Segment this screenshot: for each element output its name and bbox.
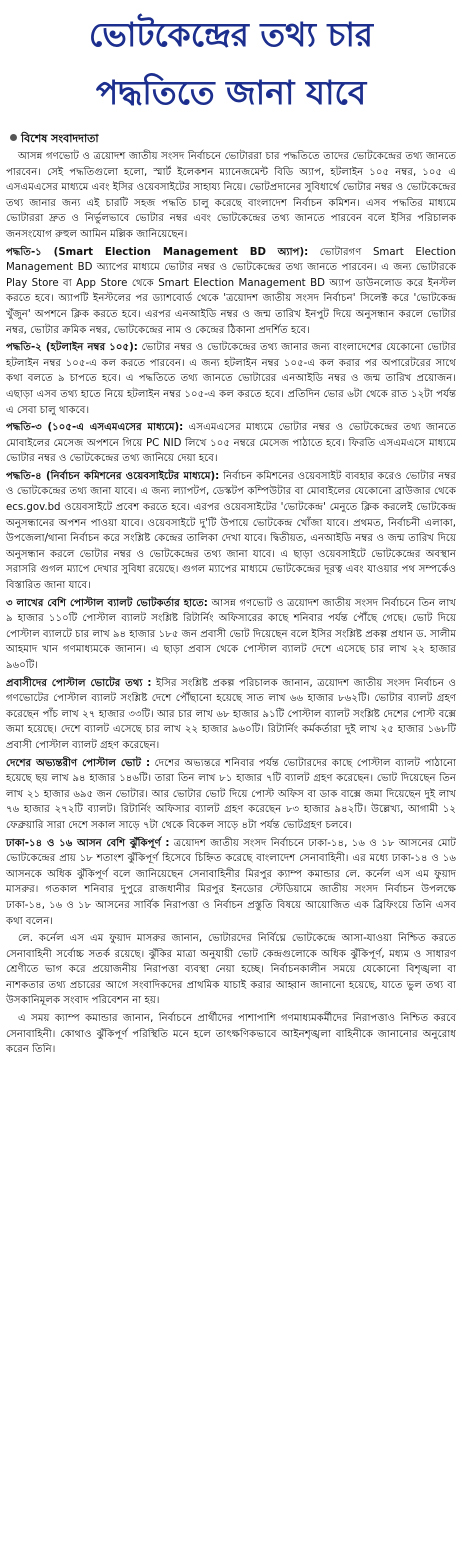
paragraph-lead: পদ্ধতি-৩ (১০৫-এ এসএমএসের মাধ্যমে): [6,422,184,434]
paragraph-intro [6,149,456,243]
paragraph-postal-ballots [6,596,456,674]
paragraph-lead: ঢাকা-১৪ ও ১৬ আসন বেশি ঝুঁকিপূর্ণ : [6,837,170,849]
paragraph-text: আসন্ন গণভোট ও ত্রয়োদশ জাতীয় সংসদ নির্বাচনে ভোটাররা চার পদ্ধতিতে তাদের ভোটকেন্দ্রের তথ্য জানতে পারবেন। সেই পদ্ধতিগুলো হলো, স্মার্ট ইলেকশন ম্যানেজমেন্ট বিডি অ্যাপ, হটলাইন ১০৫ নম্বর, ১০৫ এ এসএমএসের মাধ্যমে এবং ইসির ওয়েবসাইটের সাহায্য নিয়ে। ভোটপ্রদানের সুবিধার্থে ভোটার নম্বর ও ভোটকেন্দ্রের তথ্য জানার জন্য এই চারটি সহজ পদ্ধতি চালু করেছে বাংলাদেশ নির্বাচন কমিশন। এসব পদ্ধতির মাধ্যমে ভোটাররা দ্রুত ও নির্ভুলভাবে ভোটার নম্বর এবং ভোটকেন্দ্রের তথ্য জানতে পারবেন বলে ইসির পরিচালক জনসংযোগ রুহুল আমিন মল্লিক জানিয়েছেন। [6,151,456,240]
paragraph-text: লে. কর্নেল এস এম ফুয়াদ মাসরুর জানান, ভোটারদের নির্বিঘ্নে ভোটকেন্দ্রে আসা-যাওয়া নিশ্চিত করতে সেনাবাহিনী সর্বোচ্চ সতর্ক রয়েছে। ঝুঁকির মাত্রা অনুযায়ী ভোট কেন্দ্রগুলোকে অধিক ঝুঁকিপূর্ণ, মধ্যম ও সাধারণ শ্রেণীতে ভাগ করে প্রয়োজনীয় নিরাপত্তা ব্যবস্থা নেয়া হচ্ছে। নির্বাচনকালীন সময়ে যেকোনো বিশৃঙ্খলা বা নাশকতার তথ্য প্রচারের আগে সংবাদিকদের প্রাথমিক যাচাই করার আহ্বান জানানো হয়েছে, যাতে ভুল তথ্য বা উসকানিমূলক সংবাদ পরিবেশন না হয়। [6,933,456,1007]
paragraph-method-3 [6,420,456,467]
paragraph-text: ইসির সংশ্লিষ্ট প্রকল্প পরিচালক জানান, ত্রয়োদশ জাতীয় সংসদ নির্বাচন ও গণভোটের পোস্টাল ব্যালট সংশ্লিষ্ট দেশে পৌঁছানো হয়েছে সাত লাখ ৬৬ হাজার ৮৬২টি। ভোটার ব্যালট গ্রহণ করেছেন পাঁচ লাখ ২৭ হাজার ৩৩টি। আর চার লাখ ৬৮ হাজার ৯১টি পোস্টাল ব্যালট সংশ্লিষ্ট দেশের পোস্ট বক্সে জমা হয়েছে। দেশে ব্যালট এসেছে চার লাখ ২২ হাজার ৯৬০টি। রিটার্নিং কর্মকর্তারা দুই লাখ ২৫ হাজার ১৬৮টি প্রবাসী পোস্টাল ব্যালট গ্রহণ করেছেন। [6,677,456,751]
headline-line-1: ভোটকেন্দ্রের তথ্য চার [88,15,374,54]
paragraph-lead: পদ্ধতি-১ (Smart Election Management BD অ্যাপ): [6,246,309,258]
paragraph-expat-postal [6,676,456,754]
paragraph-lead: ৩ লাখের বেশি পোস্টাল ব্যালট ভোটকর্তার হাতে: [6,597,208,609]
paragraph-lead: দেশের অভ্যন্তরীণ পোস্টাল ভোট : [6,757,151,769]
byline [10,132,456,146]
paragraph-text: ত্রয়োদশ জাতীয় সংসদ নির্বাচনে ঢাকা-১৪, ১৬ ও ১৮ আসনের মোট ভোটকেন্দ্রের প্রায় ১৮ শতাংশ ঝুঁকিপূর্ণ হিসেবে চিহ্নিত করেছে বাংলাদেশ সেনাবাহিনী। এর মধ্যে ঢাকা-১৪ ও ১৬ আসনকে অধিক ঝুঁকিপূর্ণ বলে জানিয়েছেন সেনাবাহিনীর মিরপুর ক্যাম্প কমান্ডার লে. কর্নেল এস এম ফুয়াদ মাসরুর। গতকাল শনিবার দুপুরে রাজধানীর মিরপুর ইনডোর স্টেডিয়ামে জাতীয় সংসদ নির্বাচন উপলক্ষে ঢাকা-১৪, ১৬ ও ১৮ আসনের সার্বিক নিরাপত্তা ও নির্বাচন প্রস্তুতি বিষয়ে আয়োজিত এক ব্রিফিংয়ে তিনি এসব কথা বলেন। [6,837,456,927]
paragraph-text: নির্বাচন কমিশনের ওয়েবসাইট ব্যবহার করেও ভোটার নম্বর ও ভোটকেন্দ্রের তথ্য জানা যাবে। এ জন্য ল্যাপটপ, ডেস্কটপ কম্পিউটার বা মোবাইলের যেকোনো ব্রাউজার থেকে ecs.gov.bd ওয়েবসাইটে প্রবেশ করতে হবে। এরপর ওয়েবসাইটের 'ভোটকেন্দ্র' মেনুতে ক্লিক করলেই ভোটকেন্দ্র অনুসন্ধানের অপশন পাওয়া যাবে। ওয়েবসাইটে দু'টি উপায়ে ভোটকেন্দ্র খোঁজা যাবে। প্রথমত, নির্বাচনী এলাকা, উপজেলা/থানা নির্বাচন করে সংশ্লিষ্ট কেন্দ্রের তালিকা দেখা যাবে। দ্বিতীয়ত, এনআইডি নম্বর ও জন্ম তারিখ দিয়ে অনুসন্ধান করলে ভোটার নম্বর ও ভোটকেন্দ্রের তথ্য জানা যাবে। এ ছাড়া ওয়েবসাইটে ভোটকেন্দ্রের অবস্থান সরাসরি গুগল ম্যাপে দেখার সুবিধা রয়েছে। গুগল ম্যাপের মাধ্যমে ভোটকেন্দ্রের দূরত্ব এবং যাওয়ার পথ সম্পর্কেও বিস্তারিত জানা যাবে। [6,470,456,592]
paragraph-text: ভোটার নম্বর ও ভোটকেন্দ্রের তথ্য জানার জন্য বাংলাদেশের যেকোনো ভোটার হটলাইন নম্বর ১০৫-এ কল করতে পারবেন। এ জন্য হটলাইন নম্বর ১০৫-এ কল করার পর অপারেটরের সাথে কথা বলতে ৯ চাপতে হবে। এ পদ্ধতিতে তথ্য জানতে ভোটারের এনআইডি নম্বর ও জন্ম তারিখ প্রয়োজন। এছাড়া এসব তথ্য হাতে নিয়ে হটলাইন নম্বর ১০৫-এ কল করতে হবে। প্রতিদিন ভোর ৬টা থেকে রাত ১২টা পর্যন্ত এ সেবা চালু থাকবে। [6,342,456,416]
paragraph-lead: প্রবাসীদের পোস্টাল ভোটের তথ্য : [6,677,152,689]
paragraph-method-2 [6,340,456,418]
paragraph-text: এ সময় ক্যাম্প কমান্ডার জানান, নির্বাচনে প্রার্থীদের পাশাপাশি গণমাধ্যমকর্মীদের নিরাপত্তাও নিশ্চিত করবে সেনাবাহিনী। কোথাও ঝুঁকিপূর্ণ পরিস্থিতি মনে হলে তাৎক্ষণিকভাবে আইনশৃঙ্খলা বাহিনীকে জানানোর অনুরোধ করেন তিনি। [6,1013,456,1056]
bullet-icon [10,134,17,141]
paragraph-text: এসএমএসের মাধ্যমে ভোটার নম্বর ও ভোটকেন্দ্রের তথ্য জানতে মোবাইলের মেসেজ অপশনে গিয়ে PC NID লিখে ১০৫ নম্বরে মেসেজ পাঠাতে হবে। ফিরতি এসএমএসে মাধ্যমে ভোটার নম্বর ও ভোটকেন্দ্রের তথ্য জানিয়ে দেয়া হবে। [6,422,456,465]
headline-line-2: পদ্ধতিতে জানা যাবে [95,73,367,112]
paragraph-lead: পদ্ধতি-২ (হটলাইন নম্বর ১০৫): [6,342,138,354]
paragraph-text: দেশের অভ্যন্তরে শনিবার পর্যন্ত ভোটারদের কাছে পোস্টাল ব্যালট পাঠানো হয়েছে ছয় লাখ ৯৪ হাজার ১৪৬টি। তারা তিন লাখ ৮১ হাজার ৭টি ব্যালট গ্রহণ করেছেন। ভোট দিয়েছেন তিন লাখ ২১ হাজার ৬৯৫ জন ভোটার। আর ভোটার ভোট দিয়ে পোস্ট অফিস বা ডাক বাক্সে জমা দিয়েছেন দুই লাখ ৭৬ হাজার ২৭২টি ব্যালট। রিটার্নিং অফিসার ব্যালট গ্রহণ করেছেন ৮৩ হাজার ৯৪২টি। উল্লেখ্য, আগামী ১২ ফেব্রুয়ারি সারা দেশে সকাল সাড়ে ৭টা থেকে বিকেল সাড়ে ৪টা পর্যন্ত ভোটগ্রহণ চলবে। [6,757,456,831]
paragraph-domestic-postal [6,756,456,834]
paragraph-text: আসন্ন গণভোট ও ত্রয়োদশ জাতীয় সংসদ নির্বাচনে তিন লাখ ৯ হাজার ১১০টি পোস্টাল ব্যালট সংশ্লিষ্ট রিটার্নিং অফিসারের কাছে শনিবার পর্যন্ত পৌঁছে গেছে। ভোট দিয়ে পোস্টাল ব্যালটে চার লাখ ৯৪ হাজার ১৮৫ জন প্রবাসী ভোট দিয়েছেন বলে ইসির সংশ্লিষ্ট প্রকল্প প্রধান ড. সালীম আহমাদ খান গণমাধ্যমকে জানান। এ ছাড়া প্রবাস থেকে পোস্টাল ব্যালট দেশে এসেছে চার লাখ ২২ হাজার ৯৬০টি। [6,597,456,671]
article-body [6,149,456,1058]
paragraph-army-security [6,931,456,1009]
paragraph-text: ভোটারগণ Smart Election Management BD অ্যাপের মাধ্যমে ভোটার নম্বর ও ভোটকেন্দ্রের তথ্য জানতে পারবেন। এ জন্য ভোটারকে Play Store বা App Store থেকে Smart Election Management BD অ্যাপ ডাউনলোড করে ইনস্টল করতে হবে। অ্যাপটি ইনস্টলের পর ড্যাশবোর্ড থেকে 'ত্রয়োদশ জাতীয় সংসদ নির্বাচন' সিলেক্ট করে 'ভোটকেন্দ্র খুঁজুন' অপশনে ক্লিক করতে হবে। এরপর এনআইডি নম্বর ও জন্ম তারিখ ইনপুট দিয়ে অনুসন্ধান করলে ভোটার নম্বর, ভোটার ক্রমিক নম্বর, ভোটকেন্দ্রের নাম ও কেন্দ্রের ঠিকানা প্রদর্শিত হবে। [6,246,457,336]
paragraph-closing [6,1011,456,1058]
paragraph-method-1 [6,245,456,339]
paragraph-dhaka-risk [6,836,456,930]
paragraph-lead: পদ্ধতি-৪ (নির্বাচন কমিশনের ওয়েবসাইটের মাধ্যমে): [6,470,220,482]
headline [6,6,456,122]
byline-text: বিশেষ সংবাদদাতা [21,132,99,145]
paragraph-method-4 [6,469,456,594]
